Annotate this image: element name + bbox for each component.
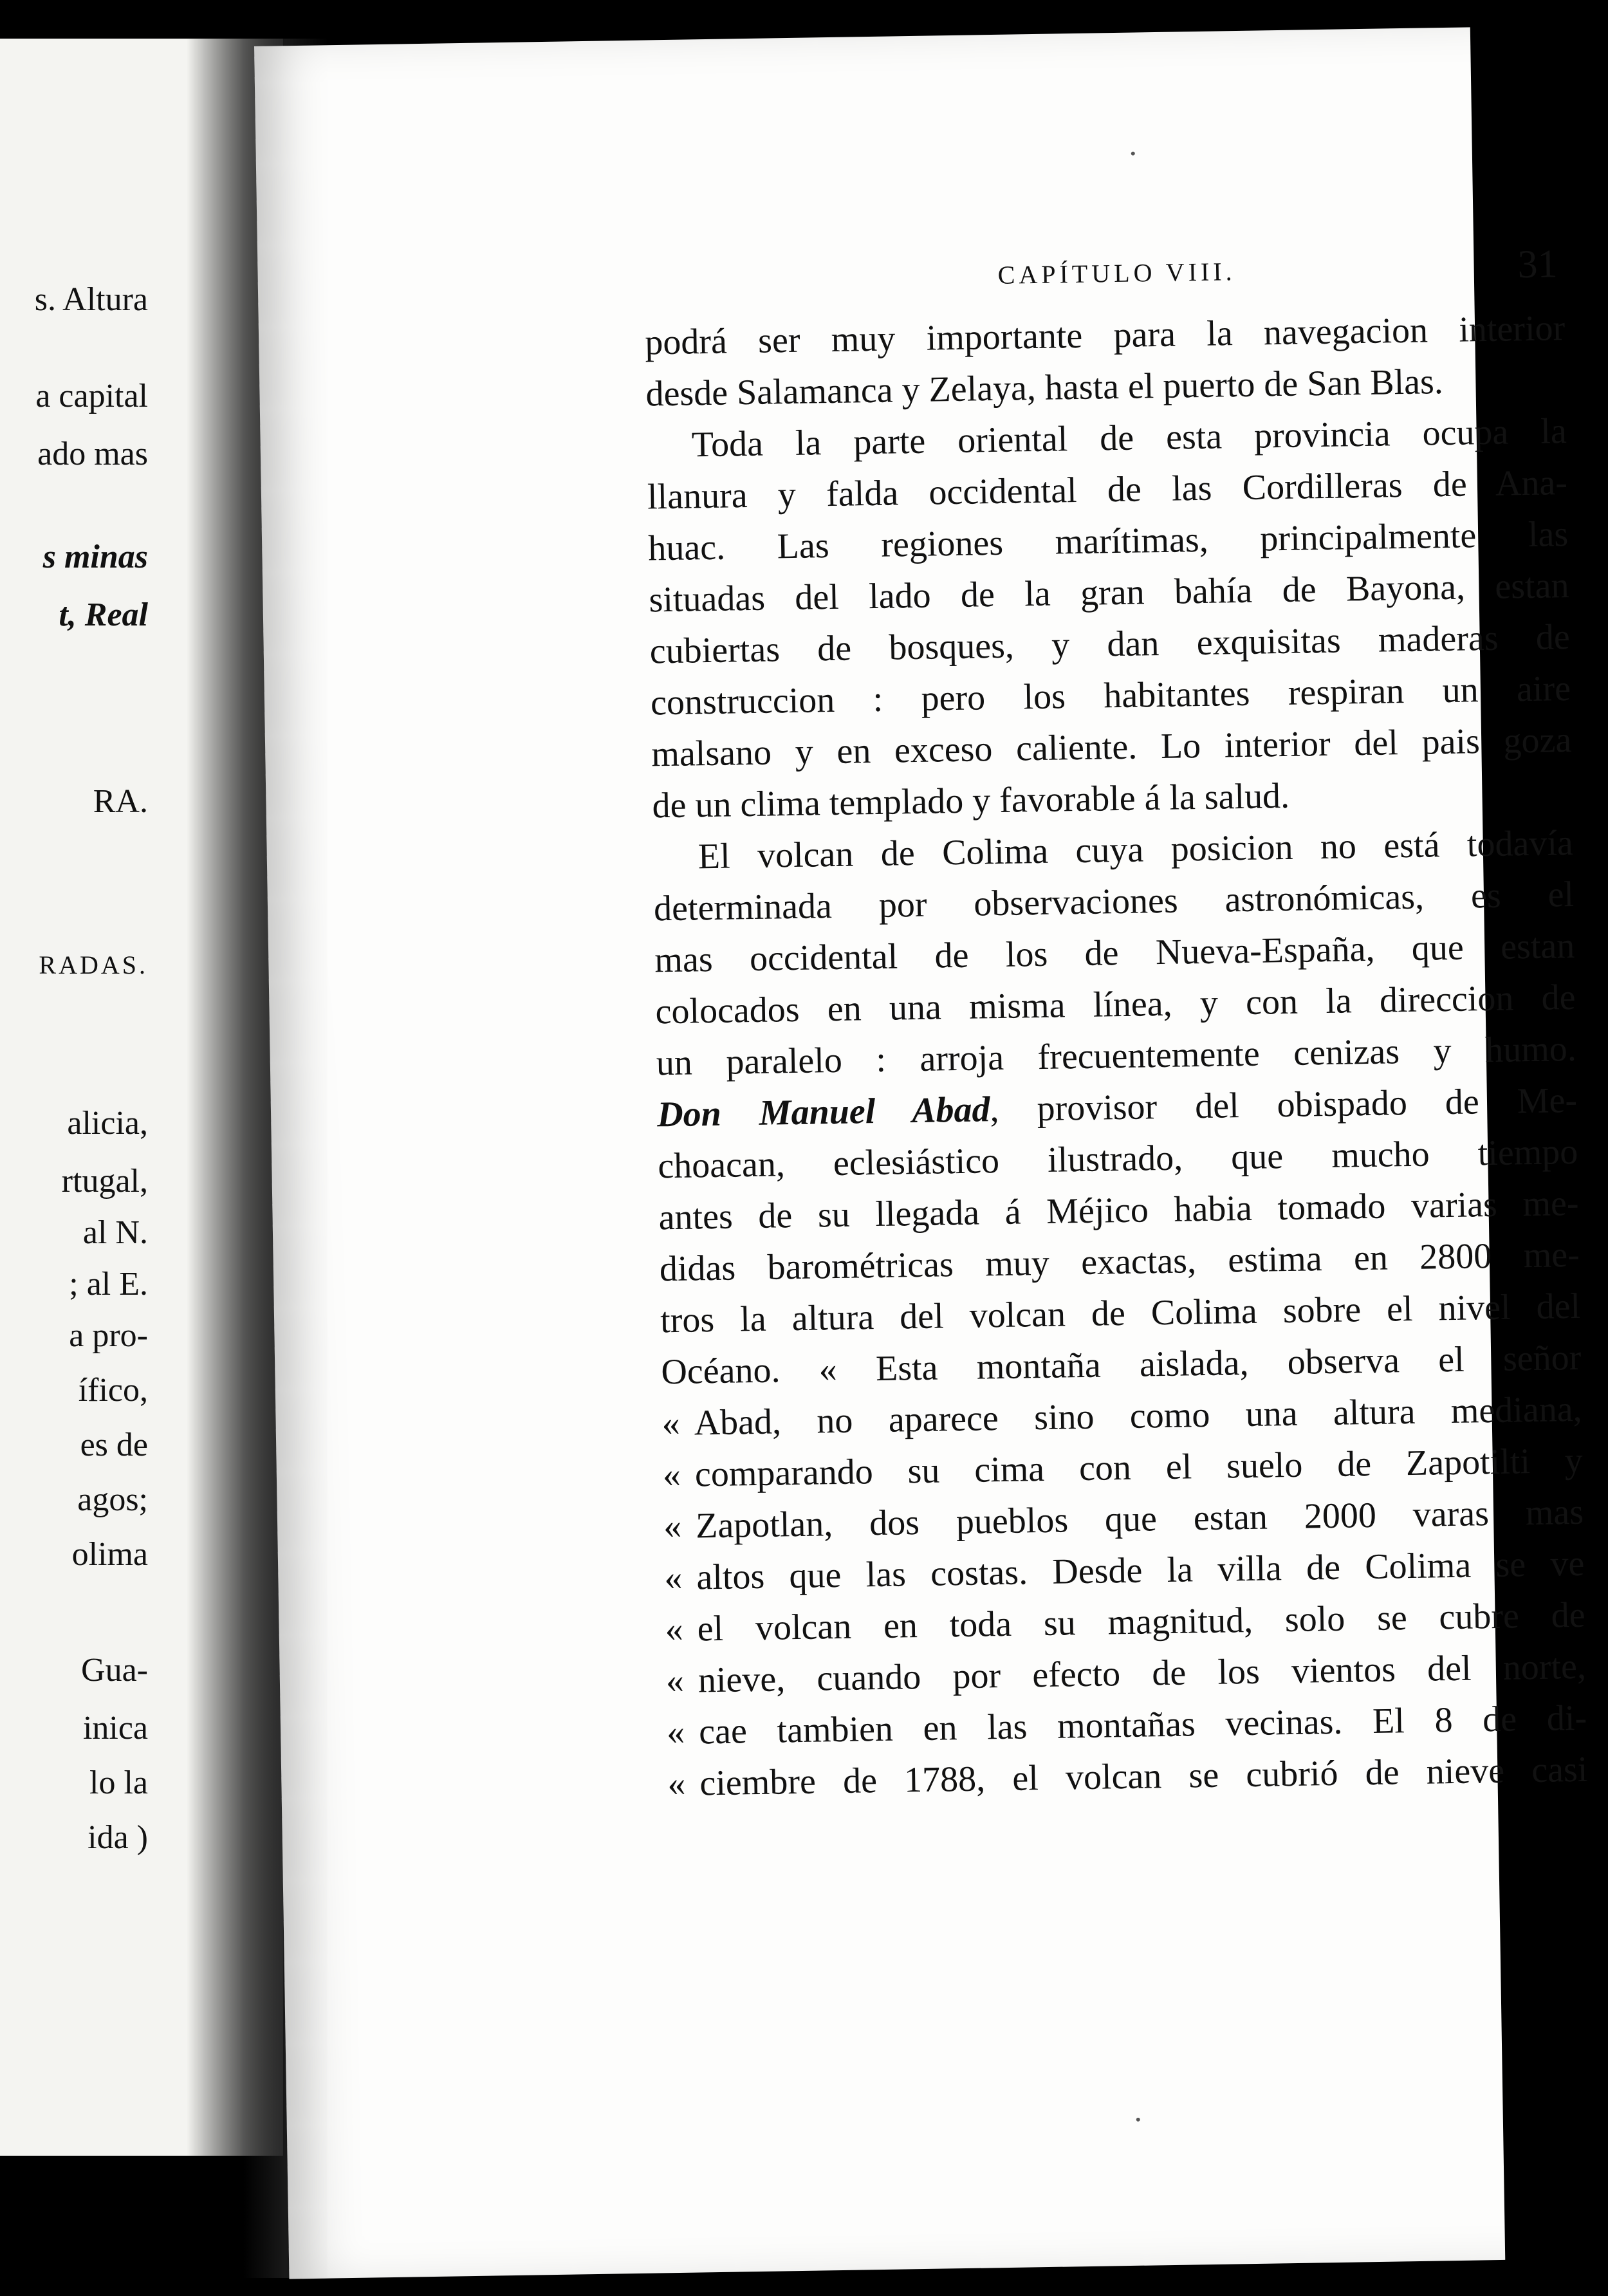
line-text: situadas del lado de la gran bahía de Bayona, estan xyxy=(649,566,1569,620)
line-text: Toda la parte oriental de esta provincia ocupa la xyxy=(691,411,1567,465)
main-page xyxy=(254,27,1588,2279)
line-text: antes de su llegada á Méjico habia tomado varias me- xyxy=(658,1183,1579,1238)
facing-page-line: agos; xyxy=(77,1481,148,1518)
paper-speck xyxy=(1131,152,1135,156)
quote-mark: « xyxy=(663,1506,682,1547)
paper-speck xyxy=(1136,2118,1140,2122)
line-text: El volcan de Colima cuya posicion no está todavía xyxy=(698,822,1574,877)
line-text: un paralelo : arroja frecuentemente cenizas y humo. xyxy=(656,1028,1577,1084)
line-text: el volcan en toda su magnitud, solo se cubre de xyxy=(697,1595,1586,1649)
facing-page-line: s minas xyxy=(42,539,148,575)
facing-page-line: s. Altura xyxy=(34,281,148,318)
line-text: nieve, cuando por efecto de los vientos del norte, xyxy=(698,1646,1587,1701)
facing-page-line: ado mas xyxy=(37,436,148,472)
line-text: Zapotlan, dos pueblos que estan 2000 varas mas xyxy=(695,1492,1584,1546)
facing-page-line: ; al E. xyxy=(69,1266,148,1302)
italic-name: Don Manuel Abad xyxy=(656,1089,991,1135)
quote-mark: « xyxy=(666,1712,685,1753)
facing-page-line: t, Real xyxy=(59,597,148,633)
facing-page-line: al N. xyxy=(82,1214,148,1251)
quote-mark: « xyxy=(667,1763,686,1804)
line-text: , provisor del obispado de Me- xyxy=(990,1080,1578,1130)
quote-mark: « xyxy=(663,1557,683,1598)
body-text xyxy=(645,302,1588,1810)
line-text: de un clima templado y favorable á la salud. xyxy=(652,775,1290,826)
line-text: altos que las costas. Desde la villa de Colima se ve xyxy=(696,1543,1585,1598)
line-text: colocados en una misma línea, y con la direccion de xyxy=(655,977,1576,1032)
facing-page-line: ida ) xyxy=(88,1819,148,1856)
line-text: huac. Las regiones marítimas, principalmente las xyxy=(647,514,1569,569)
line-text: choacan, eclesiástico ilustrado, que mucho tiempo xyxy=(657,1131,1578,1187)
quote-mark: « xyxy=(665,1609,684,1650)
facing-page-line: RA. xyxy=(93,783,148,820)
line-text: comparando su cima con el suelo de Zapotilti y xyxy=(694,1440,1584,1495)
line-text: malsano y en exceso caliente. Lo interior del pais goza xyxy=(651,719,1572,775)
facing-page-line: lo la xyxy=(89,1764,148,1801)
line-text: construccion : pero los habitantes respiran un aire xyxy=(650,668,1571,723)
page-number: 31 xyxy=(1517,242,1558,287)
facing-page-line: RADAS. xyxy=(39,950,148,979)
line-text: cubiertas de bosques, y dan exquisitas maderas de xyxy=(649,617,1571,672)
line-text: cae tambien en las montañas vecinas. El 8 de di- xyxy=(698,1698,1587,1752)
facing-page-line: a pro- xyxy=(69,1317,148,1354)
line-text: mas occidental de los de Nueva-España, que estan xyxy=(654,925,1575,981)
facing-page-line: rtugal, xyxy=(61,1163,148,1199)
facing-page-line: olima xyxy=(71,1536,148,1573)
quote-mark: « xyxy=(662,1454,681,1495)
line-text: llanura y falda occidental de las Cordilleras de Ana- xyxy=(647,463,1568,517)
quote-mark: « xyxy=(665,1660,685,1701)
line-text: desde Salamanca y Zelaya, hasta el puerto de San Blas. xyxy=(645,362,1444,414)
running-head xyxy=(740,225,1578,309)
line-text: ciembre de 1788, el volcan se cubrió de nieve casi xyxy=(699,1749,1588,1804)
line-text: Océano. « Esta montaña aislada, observa el señor xyxy=(660,1337,1582,1393)
facing-page-line: alicia, xyxy=(67,1105,148,1142)
line-text: determinada por observaciones astronómicas, es el xyxy=(653,874,1575,929)
quote-mark: « xyxy=(661,1403,681,1444)
facing-page-line: es de xyxy=(80,1427,148,1463)
line-text: didas barométricas muy exactas, estima en 2800 me- xyxy=(659,1234,1580,1290)
facing-page-line: Gua- xyxy=(81,1652,148,1689)
line-text: podrá ser muy importante para la navegacion interior xyxy=(644,308,1566,363)
facing-page-line: a capital xyxy=(35,378,148,414)
line-text: tros la altura del volcan de Colima sobre el nivel del xyxy=(660,1286,1581,1341)
facing-page-line: ífico, xyxy=(78,1372,148,1409)
line-text: Abad, no aparece sino como una altura mediana, xyxy=(694,1389,1583,1443)
chapter-title: CAPÍTULO VIII. xyxy=(997,257,1236,290)
facing-page-line: inica xyxy=(82,1710,148,1746)
